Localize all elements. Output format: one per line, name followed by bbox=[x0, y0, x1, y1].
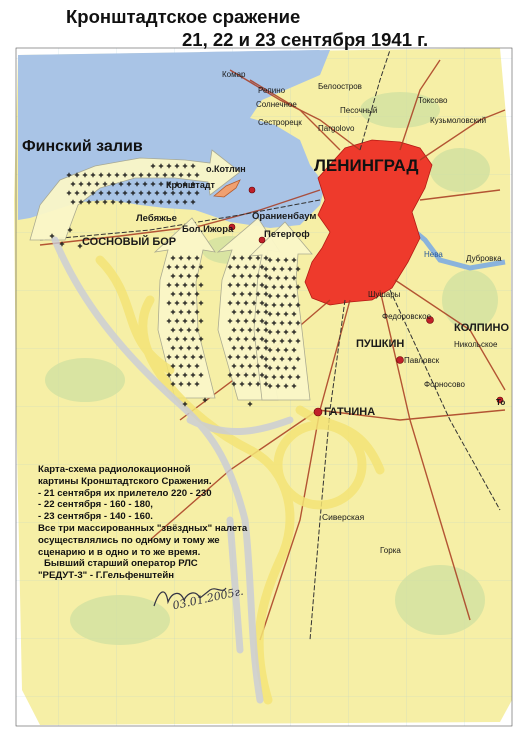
legend-line-6: Все три массированных "звёздных" налета bbox=[38, 522, 248, 534]
label-lebyazhye: Лебяжье bbox=[136, 213, 177, 224]
label-kolpino: КОЛПИНО bbox=[454, 322, 510, 334]
label-sestroretsk: Сестрорецк bbox=[258, 118, 302, 127]
label-pesochny: Песочный bbox=[340, 106, 378, 115]
legend-line-10: "РЕДУТ-3" - Г.Гельфенштейн bbox=[38, 570, 175, 582]
legend-line-2: картины Кронштадтского Сражения. bbox=[38, 475, 212, 487]
legend-line-7: осуществлялись по одному и тому же bbox=[38, 534, 220, 546]
label-peterhof: Петергоф bbox=[264, 229, 310, 240]
legend-line-8: сценарию и в одно и то же время. bbox=[38, 546, 201, 558]
label-bol-izhora: Бол.Ижора bbox=[182, 224, 234, 235]
legend-line-5: - 23 сентября - 140 - 160. bbox=[38, 511, 153, 523]
label-oranienbaum: Ораниенбаум bbox=[252, 211, 317, 222]
legend-line-4: - 22 сентября - 160 - 180, bbox=[38, 499, 153, 511]
legend-line-9: Бывший старший оператор РЛС bbox=[44, 558, 198, 570]
label-siverskaya: Сиверская bbox=[322, 512, 365, 522]
label-neva: Нева bbox=[424, 250, 443, 259]
legend-box bbox=[38, 464, 288, 582]
label-shushary: Шушары bbox=[368, 290, 401, 299]
label-pavlovsk: Павловск bbox=[404, 356, 440, 365]
label-solnechnoe: Солнечное bbox=[256, 100, 297, 109]
label-komarovo: Комар bbox=[222, 70, 246, 79]
label-gulf: Финский залив bbox=[22, 138, 143, 155]
label-nikolskoe: Никольское bbox=[454, 340, 498, 349]
label-sosnovy-bor: СОСНОВЫЙ БОР bbox=[82, 236, 177, 248]
title-line-2: 21, 22 и 23 сентября 1941 г. bbox=[182, 29, 429, 50]
label-beloostrov: Белоостров bbox=[318, 82, 362, 91]
label-fornosovo: Форносово bbox=[424, 380, 465, 389]
label-leningrad: ЛЕНИНГРАД bbox=[314, 156, 419, 175]
label-kotlin: о.Котлин bbox=[206, 164, 246, 174]
signature-date: 03.01.2005г. bbox=[171, 584, 245, 613]
legend-line-1: Карта-схема радиолокационной bbox=[38, 464, 191, 475]
label-toksovo: Токсово bbox=[418, 96, 448, 105]
title-line-1: Кронштадтское сражение bbox=[66, 6, 301, 27]
label-tosno: То bbox=[496, 398, 506, 407]
label-pargolovo: Пargolovo bbox=[318, 124, 355, 133]
label-repino: Репино bbox=[258, 86, 286, 95]
label-kuzmolovsky: Кузьмоловский bbox=[430, 116, 487, 125]
label-dubrovka: Дубровка bbox=[466, 254, 502, 263]
label-fyodorovskoe: Федоровское bbox=[382, 312, 432, 321]
label-gatchina: ГАТЧИНА bbox=[324, 406, 376, 418]
label-kronshtadt: Кронштадт bbox=[166, 180, 215, 190]
legend-line-3: - 21 сентября их прилетело 220 - 230 bbox=[38, 487, 212, 499]
label-pushkin: ПУШКИН bbox=[356, 338, 405, 350]
label-gorka: Горка bbox=[380, 546, 401, 555]
